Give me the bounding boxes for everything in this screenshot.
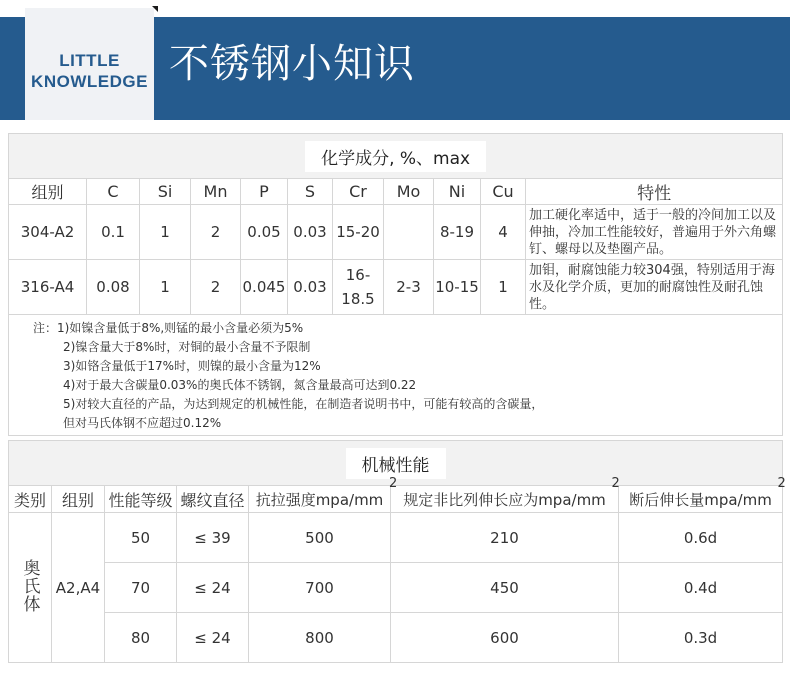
note-line: 2)镍含量大于8%时，对铜的最小含量不予限制	[63, 340, 311, 354]
table-row	[9, 205, 783, 260]
composition-table	[8, 133, 783, 436]
cell-tensile: 700	[249, 563, 391, 613]
cell-grade: 50	[105, 513, 177, 563]
cell-cu: 1	[481, 260, 526, 315]
yield-header-label: 规定非比列伸长应为mpa/mm	[403, 490, 606, 509]
cell-group: 304-A2	[9, 205, 87, 260]
col-header: Mn	[191, 179, 241, 205]
cell-feature: 加工硬化率适中，适于一般的冷间加工以及伸抽，冷加工性能较好，普遍用于外六角螺钉、螺母以及垫圈产品。	[526, 205, 783, 260]
col-header: 组别	[9, 179, 87, 205]
note-line: 4)对于最大含碳量0.03%的奥氏体不锈钢，氮含量最高可达到0.22	[63, 378, 417, 392]
col-header: Cr	[333, 179, 384, 205]
cell-cr: 16-18.5	[333, 260, 384, 315]
cell-p: 0.045	[241, 260, 288, 315]
logo-corner-mark	[152, 6, 158, 12]
composition-notes	[9, 315, 783, 436]
cell-mo: 2-3	[384, 260, 434, 315]
cell-si: 1	[140, 205, 191, 260]
col-header: 螺纹直径	[177, 486, 249, 513]
cell-mo	[384, 205, 434, 260]
table-row	[9, 513, 783, 563]
cell-elongation: 0.4d	[619, 563, 783, 613]
unit-superscript: 2	[389, 475, 398, 491]
table-row	[9, 613, 783, 663]
note-line: 注：1)如镍含量低于8%,则锰的最小含量必须为5%	[33, 321, 304, 335]
mechanical-header-row	[9, 486, 783, 513]
composition-header-row	[9, 179, 783, 205]
cell-c: 0.1	[87, 205, 140, 260]
cell-elongation: 0.6d	[619, 513, 783, 563]
cell-yield: 600	[391, 613, 619, 663]
note-line: 5)对较大直径的产品，为达到规定的机械性能，在制造者说明书中，可能有较高的含碳量，	[63, 397, 544, 411]
cell-group: 316-A4	[9, 260, 87, 315]
cell-elongation: 0.3d	[619, 613, 783, 663]
logo-line1: LITTLE	[59, 51, 120, 70]
cell-tensile: 500	[249, 513, 391, 563]
cell-diameter: ≤ 24	[177, 613, 249, 663]
col-header: Ni	[434, 179, 481, 205]
mechanical-table	[8, 440, 786, 663]
col-header: 特性	[526, 179, 783, 205]
cell-cr: 15-20	[333, 205, 384, 260]
cell-grade: 70	[105, 563, 177, 613]
cell-s: 0.03	[288, 260, 333, 315]
col-header: C	[87, 179, 140, 205]
cell-feature: 加钼，耐腐蚀能力较304强，特别适用于海水及化学介质，更加的耐腐蚀性及耐孔蚀性。	[526, 260, 783, 315]
cell-ni: 10-15	[434, 260, 481, 315]
col-header	[249, 475, 398, 513]
cell-mn: 2	[191, 260, 241, 315]
category-cell	[9, 513, 52, 663]
col-header: S	[288, 179, 333, 205]
cell-grade: 80	[105, 613, 177, 663]
group-cell: A2,A4	[52, 513, 105, 663]
cell-si: 1	[140, 260, 191, 315]
col-header	[619, 475, 786, 513]
unit-superscript: 2	[777, 475, 786, 491]
cell-c: 0.08	[87, 260, 140, 315]
composition-caption-row	[9, 134, 783, 179]
note-line: 3)如铬含量低于17%时，则镍的最小含量为12%	[63, 359, 321, 373]
cell-tensile: 800	[249, 613, 391, 663]
cell-mn: 2	[191, 205, 241, 260]
notes-row	[9, 315, 783, 436]
elongation-header-label: 断后伸长量mpa/mm	[629, 490, 772, 509]
mechanical-caption: 机械性能	[346, 448, 446, 479]
cell-diameter: ≤ 39	[177, 513, 249, 563]
cell-cu: 4	[481, 205, 526, 260]
category-label: 奥氏体	[19, 558, 40, 613]
cell-yield: 450	[391, 563, 619, 613]
table-row	[9, 563, 783, 613]
unit-superscript: 2	[611, 475, 620, 491]
cell-yield: 210	[391, 513, 619, 563]
table-row	[9, 260, 783, 315]
logo	[25, 50, 154, 92]
logo-line2: KNOWLEDGE	[31, 72, 148, 91]
col-header: 性能等级	[105, 486, 177, 513]
note-line: 但对马氏体钢不应超过0.12%	[63, 416, 222, 430]
col-header: 类别	[9, 486, 52, 513]
page-title: 不锈钢小知识	[169, 41, 415, 87]
col-header	[391, 475, 620, 513]
cell-s: 0.03	[288, 205, 333, 260]
col-header: Cu	[481, 179, 526, 205]
tensile-header-label: 抗拉强度mpa/mm	[255, 490, 384, 509]
cell-p: 0.05	[241, 205, 288, 260]
cell-ni: 8-19	[434, 205, 481, 260]
composition-caption: 化学成分, %、max	[305, 141, 486, 172]
col-header: P	[241, 179, 288, 205]
col-header: 组别	[52, 486, 105, 513]
col-header: Mo	[384, 179, 434, 205]
col-header: Si	[140, 179, 191, 205]
cell-diameter: ≤ 24	[177, 563, 249, 613]
